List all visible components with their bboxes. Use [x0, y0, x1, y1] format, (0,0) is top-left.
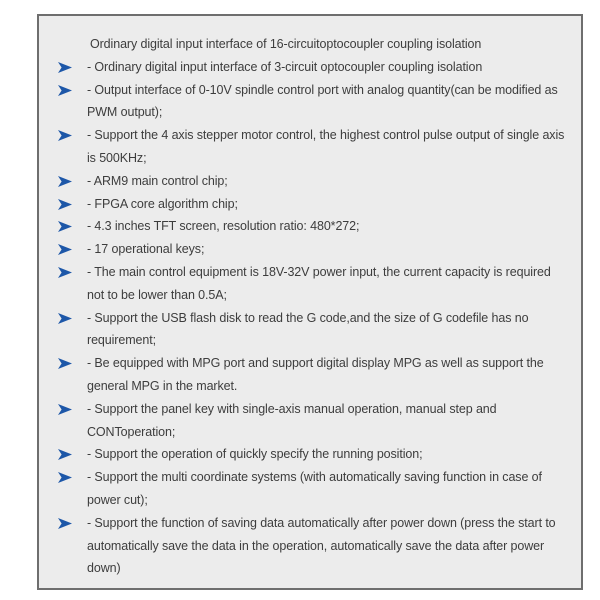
list-item-text: - Support the USB flash disk to read the G code,and the size of G codefile has no requirement; — [87, 310, 529, 348]
list-item-text: - Support the function of saving data automatically after power down (press the start to automatically save the data in the operation, automatically save the data after power down) — [87, 515, 556, 576]
bullet-arrow-icon — [58, 352, 87, 369]
list-item — [58, 307, 581, 353]
list-item — [58, 398, 581, 444]
list-item-text: - Ordinary digital input interface of 3-circuit optocoupler coupling isolation — [87, 59, 483, 74]
list-item-text: - ARM9 main control chip; — [87, 173, 228, 188]
feature-list-panel — [37, 14, 583, 590]
bullet-arrow-icon — [58, 56, 87, 73]
list-item — [58, 352, 581, 398]
bullet-arrow-icon — [58, 307, 87, 324]
list-item-text: - 17 operational keys; — [87, 242, 205, 257]
bullet-arrow-icon — [58, 512, 87, 529]
list-item-text: - Support the 4 axis stepper motor control, the highest control pulse output of single axis is 500KHz; — [87, 128, 565, 165]
list-item-text: - The main control equipment is 18V-32V power input, the current capacity is required not to be lower than 0.5A; — [87, 264, 551, 302]
list-item — [58, 466, 581, 512]
bullet-arrow-icon — [58, 79, 87, 96]
bullet-arrow-icon — [58, 238, 87, 255]
bullet-spacer — [58, 33, 87, 39]
list-item — [58, 193, 581, 216]
list-item — [58, 124, 581, 170]
list-item — [58, 261, 581, 307]
list-item — [58, 215, 581, 238]
list-item — [58, 33, 581, 56]
bullet-arrow-icon — [58, 398, 87, 415]
bullet-arrow-icon — [58, 170, 87, 187]
bullet-arrow-icon — [58, 443, 87, 460]
list-item — [58, 56, 581, 79]
bullet-arrow-icon — [58, 466, 87, 483]
bullet-arrow-icon — [58, 124, 87, 141]
list-item-text: - 4.3 inches TFT screen, resolution ratio: 480*272; — [87, 219, 360, 234]
bullet-arrow-icon — [58, 215, 87, 232]
list-item — [58, 79, 581, 125]
list-item-text: - Support the operation of quickly specify the running position; — [87, 447, 423, 462]
list-item-text: - FPGA core algorithm chip; — [87, 196, 238, 211]
list-item-text: - Support the panel key with single-axis manual operation, manual step and CONToperation; — [87, 401, 497, 439]
list-item — [58, 170, 581, 193]
list-item-text: - Be equipped with MPG port and support digital display MPG as well as support the general MPG in the market. — [87, 356, 544, 393]
list-item-text: - Support the multi coordinate systems (with automatically saving function in case of power cut); — [87, 470, 542, 507]
list-item-text: Ordinary digital input interface of 16-circuitoptocoupler coupling isolation — [90, 37, 482, 51]
bullet-arrow-icon — [58, 261, 87, 278]
list-item — [58, 238, 581, 261]
bullet-arrow-icon — [58, 193, 87, 210]
list-item-text: - Output interface of 0-10V spindle control port with analog quantity(can be modified as PWM output); — [87, 82, 558, 120]
list-item — [58, 443, 581, 466]
list-item — [58, 512, 581, 580]
